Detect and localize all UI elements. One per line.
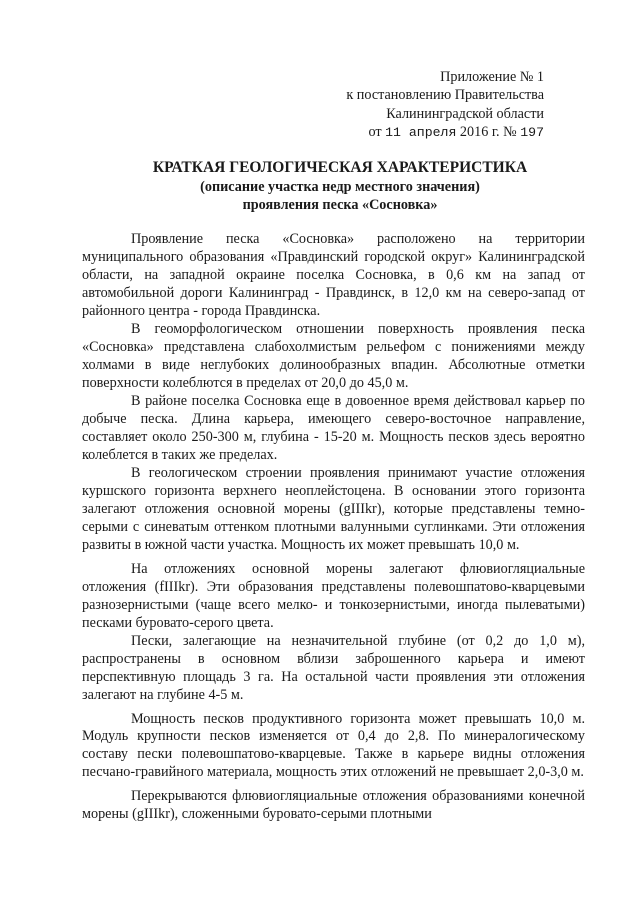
date-prefix: от (368, 124, 382, 141)
paragraph-geomorphology: В геоморфологическом отношении поверхность проявления песка «Сосновка» представлена слабохолмистым рельефом с понижениями между холмами в виде неглубоких долинообразных впадин. Абсолютные отметки поверхности колеблются в пределах от 20,0 до 45,0 м. (82, 321, 585, 391)
document-title (60, 158, 620, 214)
paragraph-location: Проявление песка «Сосновка» расположено на территории муниципального образования «Правдинский городской округ» Калининградской области, на западной окраине поселка Сосновка, в 0,6 км на запад от автомобильной дороги Калининград - Правдинск, в 12,0 км на северо-запад от районного центра - города Правдинска. (82, 231, 585, 319)
paragraph-fluvioglacial: На отложениях основной морены залегают флювиогляциальные отложения (fIIIkr). Эти образования представлены полевошпатово-кварцевыми разнозернистыми (чаще всего мелко- и тонкозернистыми, иногда пылеватыми) песками буровато-серого цвета. (82, 560, 585, 631)
paragraph-thickness: Мощность песков продуктивного горизонта может превышать 10,0 м. Модуль крупности песков изменяется от 0,4 до 2,8. По минералогическому составу пески полевошпатово-кварцевые. Также в карьере видны отложения песчано-гравийного материала, мощность этих отложений не превышает 2,0-3,0 м. (82, 710, 585, 781)
appendix-region: Калининградской области (386, 105, 544, 122)
title-object: проявления песка «Сосновка» (242, 197, 438, 213)
appendix-decree: к постановлению Правительства (346, 87, 544, 104)
document-body (82, 231, 585, 825)
date-year: 2016 г. № (459, 124, 517, 141)
appendix-date-line (0, 123, 544, 142)
appendix-number: Приложение № 1 (440, 69, 544, 85)
title-subtitle: (описание участка недр местного значения) (200, 179, 480, 195)
paragraph-quarry: В районе поселка Сосновка еще в довоенное время действовал карьер по добыче песка. Длина карьера, имеющего северо-восточное направление, составляет около 250-300 м, глубина - 15-20 м. Мощность песков здесь вероятно колеблется в таких же пределах. (82, 393, 585, 463)
paragraph-sands-depth: Пески, залегающие на незначительной глубине (от 0,2 до 1,0 м), распространены в основном вблизи заброшенного карьера и имеют перспективную площадь 3 га. На остальной части проявления эти отложения залегают на глубине 4-5 м. (82, 632, 585, 703)
title-main: КРАТКАЯ ГЕОЛОГИЧЕСКАЯ ХАРАКТЕРИСТИКА (152, 159, 528, 176)
paragraph-geology: В геологическом строении проявления принимают участие отложения куршского горизонта верхнего неоплейстоцена. В основании этого горизонта залегают отложения основной морены (gIIIkr), которые представлены темно-серыми с синеватым оттенком плотными валунными суглинками. Эти отложения развиты в южной части участка. Мощность их может превышать 10,0 м. (82, 465, 585, 553)
date-value: 11 апреля (385, 125, 457, 141)
paragraph-overburden: Перекрываются флювиогляциальные отложения образованиями конечной морены (gIIIkr), сложенными буровато-серыми плотными (82, 788, 585, 823)
decree-number: 197 (520, 125, 544, 141)
appendix-header (0, 68, 544, 143)
